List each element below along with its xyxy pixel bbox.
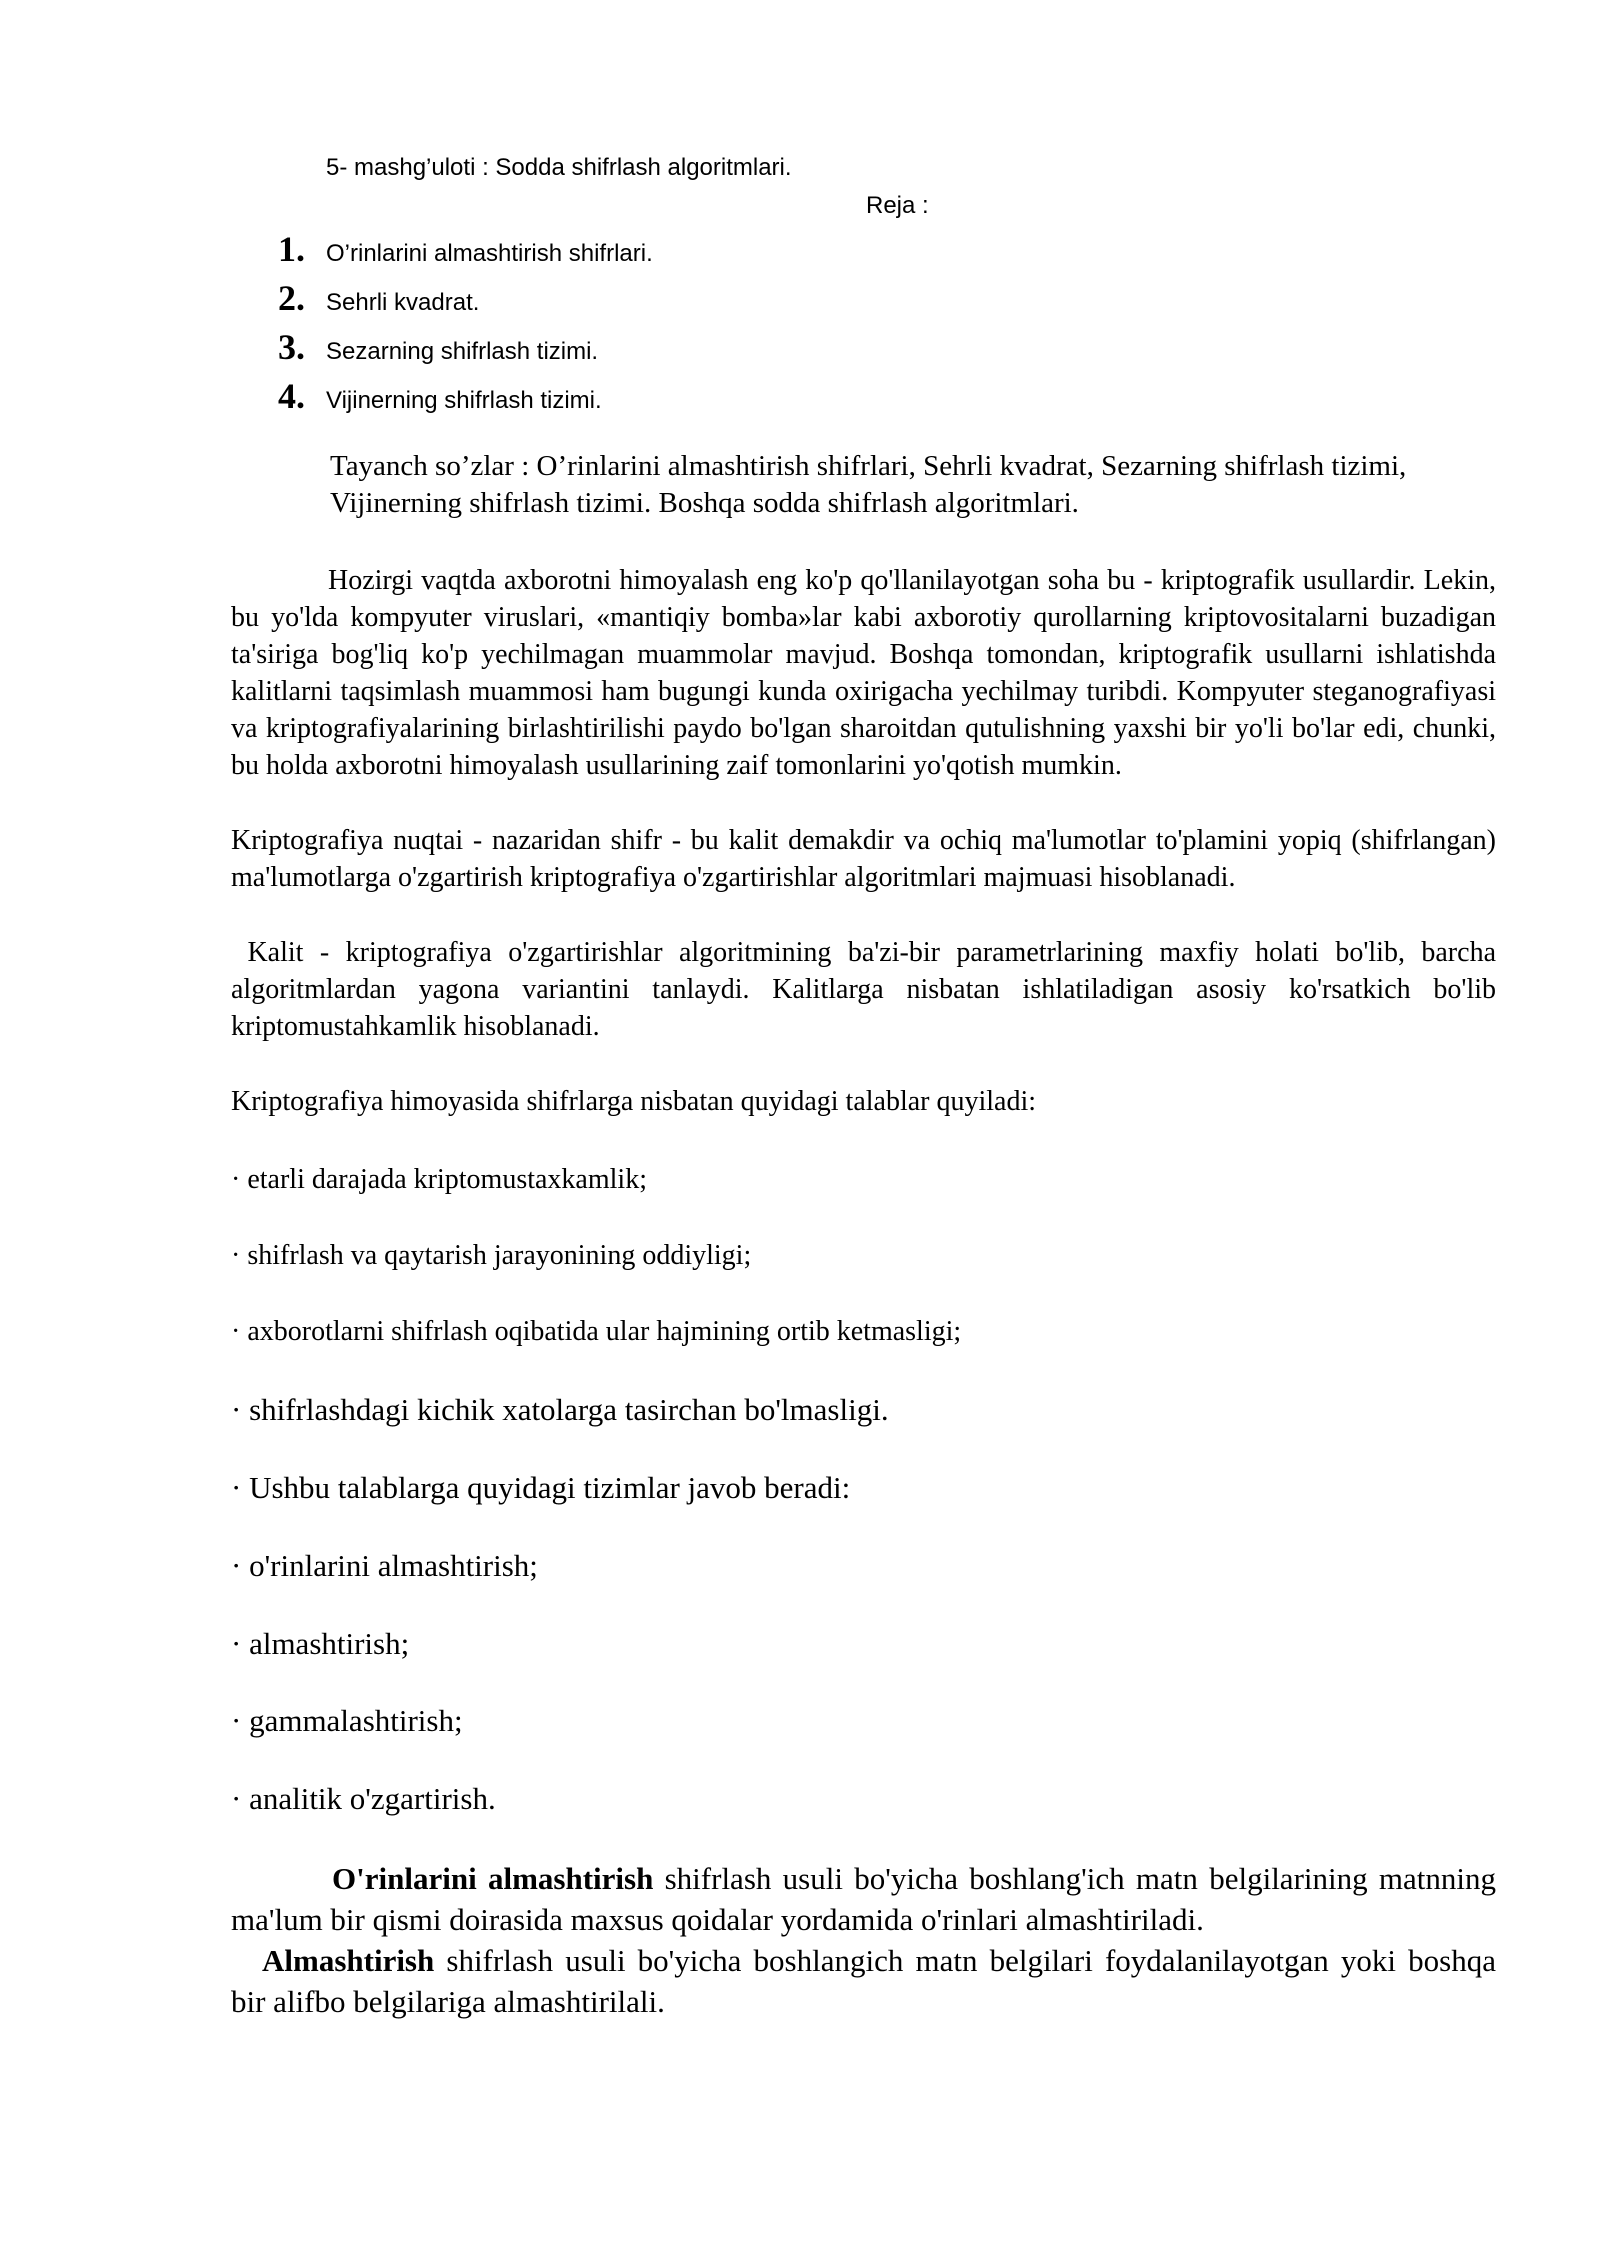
term-bold: O'rinlarini almashtirish: [332, 1861, 654, 1896]
intro-paragraph: Hozirgi vaqtda axborotni himoyalash eng ko'p qo'llanilayotgan soha bu - kriptografik usullardir. Lekin, bu yo'lda kompyuter viruslari, «mantiqiy bomba»lar kabi axborotiy qurollarning kriptovositalarni buzadigan ta'siriga bog'liq ko'p yechilmagan muammolar mavjud. Boshqa tomondan, kriptografik usullarni ishlatishda kalitlarni taqsimlash muammosi ham bugungi kunda oxirigacha yechilmay turibdi. Kompyuter steganografiyasi va kriptografiyalarining birlashtirilishi paydo bo'lgan sharoitdan qutulishning yaxshi bir yo'li bo'lar edi, chunki, bu holda axborotni himoyalash usullarining zaif tomonlarini yo'qotish mumkin.: [231, 565, 1496, 781]
list-item: [278, 326, 653, 375]
plan-title: Reja :: [866, 192, 929, 219]
list-item: [278, 228, 653, 277]
list-text: Sehrli kvadrat.: [326, 289, 480, 316]
list-number: 2.: [278, 278, 305, 318]
list-text: O’rinlarini almashtirish shifrlari.: [326, 240, 653, 267]
bullet-item: · Ushbu talablarga quyidagi tizimlar javob beradi:: [231, 1470, 851, 1505]
list-text: Vijinerning shifrlash tizimi.: [326, 387, 602, 414]
substitution-paragraph: [231, 1940, 1496, 2022]
definition-paragraph: Kriptografiya nuqtai - nazaridan shifr - bu kalit demakdir va ochiq ma'lumotlar to'plamini yopiq (shifrlangan) ma'lumotlarga o'zgartirish kriptografiya o'zgartirishlar algoritmlari majmuasi hisoblanadi.: [231, 825, 1496, 893]
bullet-item: · o'rinlarini almashtirish;: [231, 1548, 538, 1583]
list-text: Sezarning shifrlash tizimi.: [326, 338, 599, 365]
term-description: shifrlash usuli bo'yicha boshlang'ich matn belgilarining matnning ma'lum bir qismi doirasida maxsus qoidalar yordamida o'rinlari almashtiriladi.: [231, 1861, 1496, 1937]
list-number: 4.: [278, 376, 305, 416]
plan-list: [278, 228, 653, 424]
list-item: [278, 277, 653, 326]
list-item: [278, 375, 653, 424]
term-bold: Almashtirish: [262, 1943, 435, 1978]
list-number: 1.: [278, 229, 305, 269]
key-paragraph: [231, 934, 1496, 1045]
list-number: 3.: [278, 327, 305, 367]
bullet-item: · analitik o'zgartirish.: [231, 1781, 496, 1816]
lesson-title: 5- mashg’uloti : Sodda shifrlash algoritmlari.: [326, 154, 792, 181]
requirements-intro: Kriptografiya himoyasida shifrlarga nisbatan quyidagi talablar quyiladi:: [231, 1086, 1037, 1117]
key-paragraph-text: Kalit - kriptografiya o'zgartirishlar algoritmining ba'zi-bir parametrlarining maxfiy holati bo'lib, barcha algoritmlardan yagona variantini tanlaydi. Kalitlarga nisbatan ishlatiladigan asosiy ko'rsatkich bo'lib kriptomustahkamlik hisoblanadi.: [231, 937, 1496, 1042]
bullet-item: · shifrlashdagi kichik xatolarga tasirchan bo'lmasligi.: [231, 1392, 889, 1427]
bullet-item: · shifrlash va qaytarish jarayonining oddiyligi;: [231, 1240, 752, 1271]
bullet-item: · gammalashtirish;: [231, 1703, 463, 1738]
transposition-paragraph: [231, 1858, 1496, 1940]
term-description: shifrlash usuli bo'yicha boshlangich matn belgilari foydalanilayotgan yoki boshqa bir alifbo belgilariga almashtirilali.: [231, 1943, 1496, 2019]
bullet-item: · almashtirish;: [231, 1626, 410, 1661]
bullet-item: · axborotlarni shifrlash oqibatida ular hajmining ortib ketmasligi;: [231, 1316, 962, 1347]
keywords-paragraph: Tayanch so’zlar : O’rinlarini almashtirish shifrlari, Sehrli kvadrat, Sezarning shifrlash tizimi, Vijinerning shifrlash tizimi. Boshqa sodda shifrlash algoritmlari.: [330, 450, 1407, 519]
bullet-item: · etarli darajada kriptomustaxkamlik;: [231, 1164, 647, 1195]
